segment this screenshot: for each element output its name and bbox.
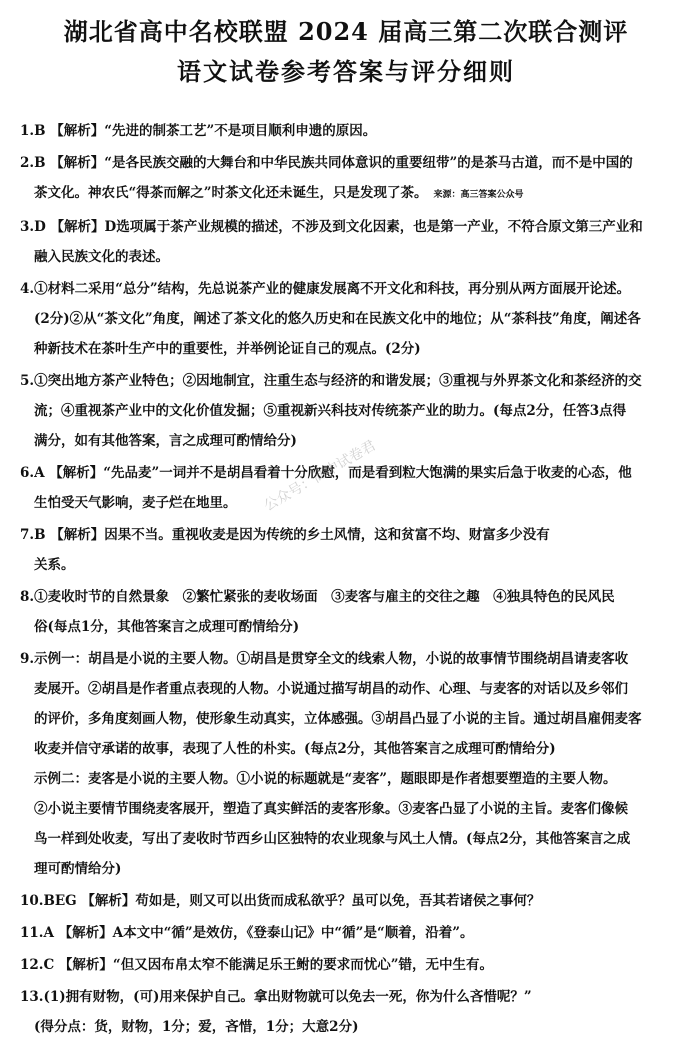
answer-line: 9.示例一：胡昌是小说的主要人物。①胡昌是贯穿全文的线索人物，小说的故事情节围绕胡昌请麦客收 [20, 651, 629, 667]
answer-line: 种新技术在茶叶生产中的重要性，并举例论证自己的观点。(2分) [34, 341, 421, 357]
answer-q9 [20, 644, 678, 884]
answer-line: (2分)②从“茶文化”角度，阐述了茶文化的悠久历史和在民族文化中的地位；从“茶科技”角度，阐述各 [34, 311, 641, 327]
answer-line: 3.D 【解析】D选项属于茶产业规模的描述，不涉及到文化因素，也是第一产业，不符合原文第三产业和 [20, 219, 643, 235]
answer-line: 麦展开。②胡昌是作者重点表现的人物。小说通过描写胡昌的动作、心理、与麦客的对话以及乡邻们 [34, 681, 628, 697]
answer-line: 4.①材料二采用“总分”结构，先总说茶产业的健康发展离不开文化和科技，再分别从两方面展开论述。 [20, 281, 631, 297]
answer-q7 [20, 520, 678, 580]
answer-line: 6.A 【解析】“先品麦”一词并不是胡昌看着十分欣慰，而是看到粒大饱满的果实后急于收麦的心态，他 [20, 465, 632, 481]
answer-line: 7.B 【解析】因果不当。重视收麦是因为传统的乡土风情，这和贫富不均、财富多少没有 [20, 527, 550, 543]
answer-q2 [20, 148, 678, 210]
answer-line: 8.①麦收时节的自然景象 ②繁忙紧张的麦收场面 ③麦客与雇主的交往之趣 ④独具特色的民风民 [20, 589, 615, 605]
answer-line: 关系。 [34, 557, 75, 573]
answer-line: 生怕受天气影响，麦子烂在地里。 [34, 495, 237, 511]
answer-list [20, 116, 678, 1044]
answer-q1 [20, 116, 678, 146]
answer-line: 10.BEG 【解析】苟如是，则又可以出货而成私欲乎？虽可以免，吾其若诸侯之事何？ [20, 893, 541, 909]
document-title: 湖北省高中名校联盟 2024 届高三第二次联合测评 [63, 17, 629, 46]
answer-q10 [20, 886, 678, 916]
watermark: 公众号：高中试卷君 [261, 437, 379, 515]
answer-line: 收麦并信守承诺的故事，表现了人性的朴实。(每点2分，其他答案言之成理可酌情给分) [34, 741, 556, 757]
answer-line: ②小说主要情节围绕麦客展开，塑造了真实鲜活的麦客形象。③麦客凸显了小说的主旨。麦客们像候 [34, 801, 628, 817]
answer-q5 [20, 366, 678, 456]
answer-line: (得分点：货，财物，1分；爱，吝惜，1分；大意2分) [34, 1019, 359, 1035]
answer-line [20, 178, 678, 210]
answer-line: 鸟一样到处收麦，写出了麦收时节西乡山区独特的农业现象与风土人情。(每点2分，其他答案言之成 [34, 831, 631, 847]
answer-q8 [20, 582, 678, 642]
answer-line: 的评价，多角度刻画人物，使形象生动真实，立体感强。③胡昌凸显了小说的主旨。通过胡昌雇佣麦客 [34, 711, 642, 727]
answer-line: 俗(每点1分，其他答案言之成理可酌情给分) [34, 619, 300, 635]
document-subtitle: 语文试卷参考答案与评分细则 [177, 57, 515, 86]
answer-q13 [20, 982, 678, 1042]
answer-line: 1.B 【解析】“先进的制茶工艺”不是项目顺利申遗的原因。 [20, 123, 377, 139]
answer-line: 理可酌情给分) [34, 861, 122, 877]
answer-line: 11.A 【解析】A本文中“循”是效仿，《登泰山记》中“循”是“顺着，沿着”。 [20, 925, 474, 941]
answer-line: 满分，如有其他答案，言之成理可酌情给分) [34, 433, 297, 449]
answer-q12 [20, 950, 678, 980]
answer-line: 示例二：麦客是小说的主要人物。①小说的标题就是“麦客”，题眼即是作者想要塑造的主要人物。 [34, 771, 617, 787]
answer-line: 2.B 【解析】“是各民族交融的大舞台和中华民族共同体意识的重要纽带”的是茶马古道，而不是中国的 [20, 155, 633, 171]
answer-line: 流；④重视茶产业中的文化价值发掘；⑤重视新兴科技对传统茶产业的助力。(每点2分，任答3点得 [34, 403, 627, 419]
answer-line: 12.C 【解析】“但又因布帛太窄不能满足乐王鲋的要求而忧心”错，无中生有。 [20, 957, 493, 973]
answer-line: 13.(1)拥有财物，(可)用来保护自己。拿出财物就可以免去一死，你为什么吝惜呢？” [20, 989, 532, 1005]
answer-q11 [20, 918, 678, 948]
answer-q4 [20, 274, 678, 364]
source-note: 来源：高三答案公众号 [433, 190, 524, 200]
answer-q3 [20, 212, 678, 272]
answer-line: 5.①突出地方茶产业特色；②因地制宜，注重生态与经济的和谐发展；③重视与外界茶文化和茶经济的交 [20, 373, 642, 389]
answer-line: 融入民族文化的表述。 [34, 249, 169, 265]
answer-line-text: 茶文化。神农氏“得茶而解之”时茶文化还未诞生，只是发现了茶。 [34, 185, 428, 201]
